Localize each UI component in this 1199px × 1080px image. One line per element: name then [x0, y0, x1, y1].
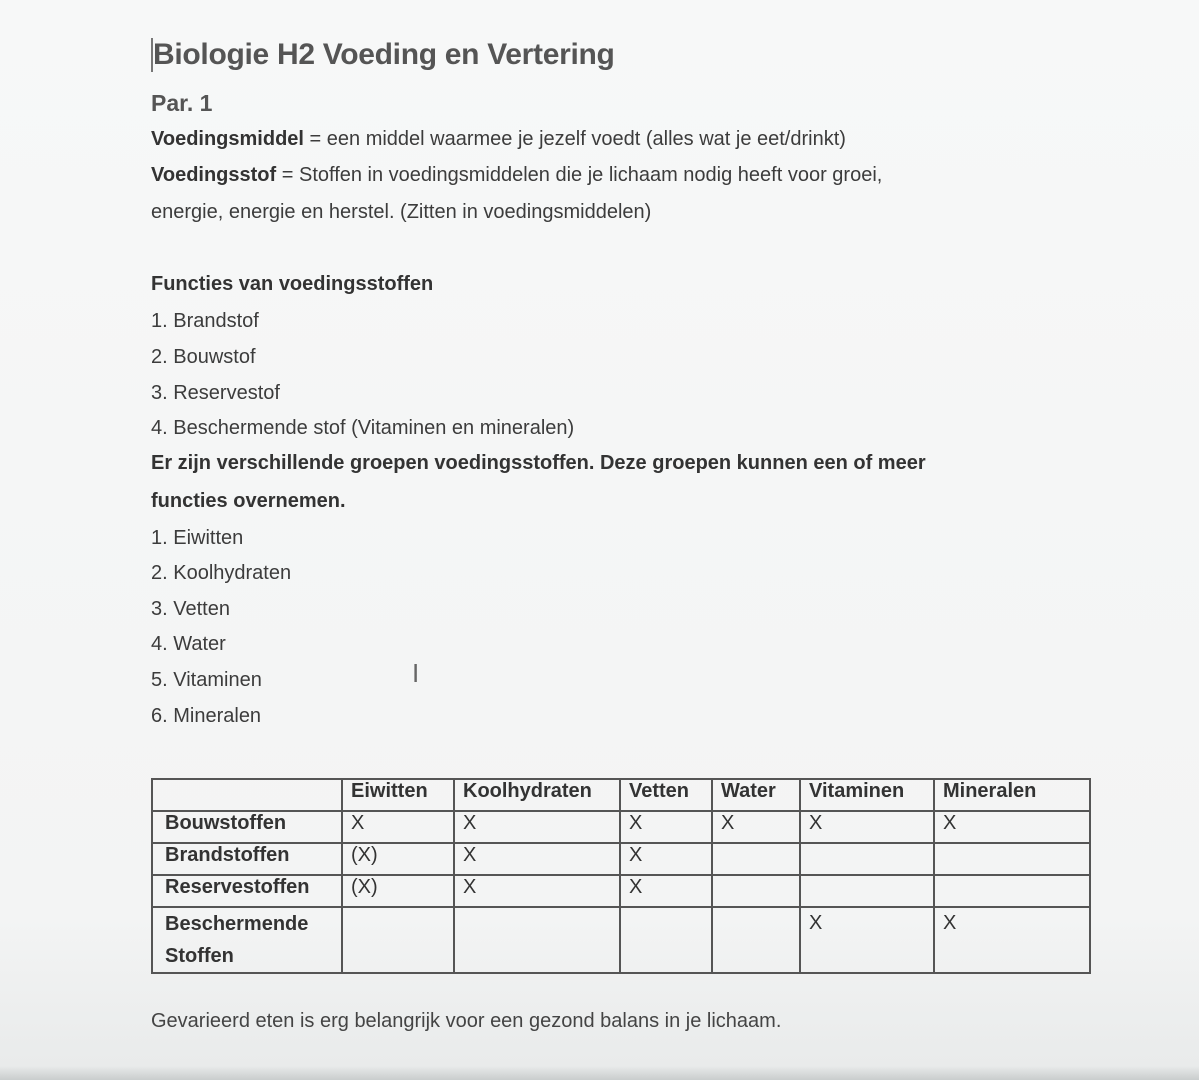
table-header-cell: Koolhydraten [454, 779, 620, 811]
table-cell: X [800, 811, 934, 843]
table-header-cell: Mineralen [934, 779, 1090, 811]
table-cell [342, 907, 454, 973]
section-heading: Par. 1 [151, 90, 213, 116]
group-item: 1. Eiwitten [151, 527, 244, 549]
document-title[interactable]: Biologie H2 Voeding en Vertering [153, 38, 615, 71]
definition-voedingsstof [151, 164, 882, 187]
table-cell [934, 875, 1090, 907]
definition-continuation: energie, energie en herstel. (Zitten in voedingsmiddelen) [151, 201, 652, 223]
table-cell: X [620, 811, 712, 843]
table-header-row [152, 779, 1090, 811]
row-label: Reservestoffen [152, 875, 342, 907]
text-cursor-icon: I [412, 658, 420, 688]
table-row [152, 875, 1090, 907]
function-item: 2. Bouwstof [151, 346, 256, 368]
functions-heading: Functies van voedingsstoffen [151, 273, 434, 295]
table-cell: X [712, 811, 800, 843]
group-item: 5. Vitaminen [151, 669, 262, 691]
table-header-cell: Eiwitten [342, 779, 454, 811]
definition-voedingsmiddel [151, 128, 846, 151]
table-cell: X [620, 843, 712, 875]
group-item: 2. Koolhydraten [151, 562, 292, 584]
function-item: 3. Reservestof [151, 382, 280, 404]
table-header-cell: Vitaminen [800, 779, 934, 811]
definition-term: Voedingsstof [151, 164, 277, 186]
row-label-line: Stoffen [165, 945, 234, 967]
function-item: 1. Brandstof [151, 310, 259, 332]
function-item: 4. Beschermende stof (Vitaminen en mineralen) [151, 417, 575, 439]
page-edge-shadow [0, 1066, 1199, 1080]
table-cell: X [620, 875, 712, 907]
table-cell: (X) [342, 843, 454, 875]
table-cell [454, 907, 620, 973]
table-cell [712, 843, 800, 875]
group-item: 6. Mineralen [151, 705, 262, 727]
row-label: Brandstoffen [152, 843, 342, 875]
row-label: Bouwstoffen [152, 811, 342, 843]
row-label [152, 907, 342, 973]
table-header-cell [152, 779, 342, 811]
table-cell: X [934, 811, 1090, 843]
row-label-line: Beschermende [165, 913, 309, 935]
table-cell [934, 843, 1090, 875]
nutrient-function-table [151, 778, 1091, 974]
definition-text: = een middel waarmee je jezelf voedt (alles wat je eet/drinkt) [303, 128, 846, 150]
groups-intro-line2: functies overnemen. [151, 490, 346, 512]
groups-intro-line1: Er zijn verschillende groepen voedingsstoffen. Deze groepen kunnen een of meer [151, 452, 926, 474]
table-cell [800, 875, 934, 907]
table-row [152, 811, 1090, 843]
footer-note: Gevarieerd eten is erg belangrijk voor een gezond balans in je lichaam. [151, 1010, 782, 1032]
table-header-cell: Vetten [620, 779, 712, 811]
table-cell [712, 907, 800, 973]
table-cell [620, 907, 712, 973]
table-row [152, 907, 1090, 973]
table-cell: X [454, 811, 620, 843]
table-row [152, 843, 1090, 875]
group-item: 3. Vetten [151, 598, 230, 620]
table-header-cell: Water [712, 779, 800, 811]
table-cell: (X) [342, 875, 454, 907]
table-cell: X [454, 843, 620, 875]
table-cell [800, 843, 934, 875]
table-cell: X [800, 907, 934, 973]
definition-term: Voedingsmiddel [151, 128, 304, 150]
definition-text: = Stoffen in voedingsmiddelen die je lichaam nodig heeft voor groei, [276, 164, 883, 186]
table-cell [712, 875, 800, 907]
table-cell: X [454, 875, 620, 907]
table-cell: X [934, 907, 1090, 973]
table-cell: X [342, 811, 454, 843]
group-item: 4. Water [151, 633, 226, 655]
